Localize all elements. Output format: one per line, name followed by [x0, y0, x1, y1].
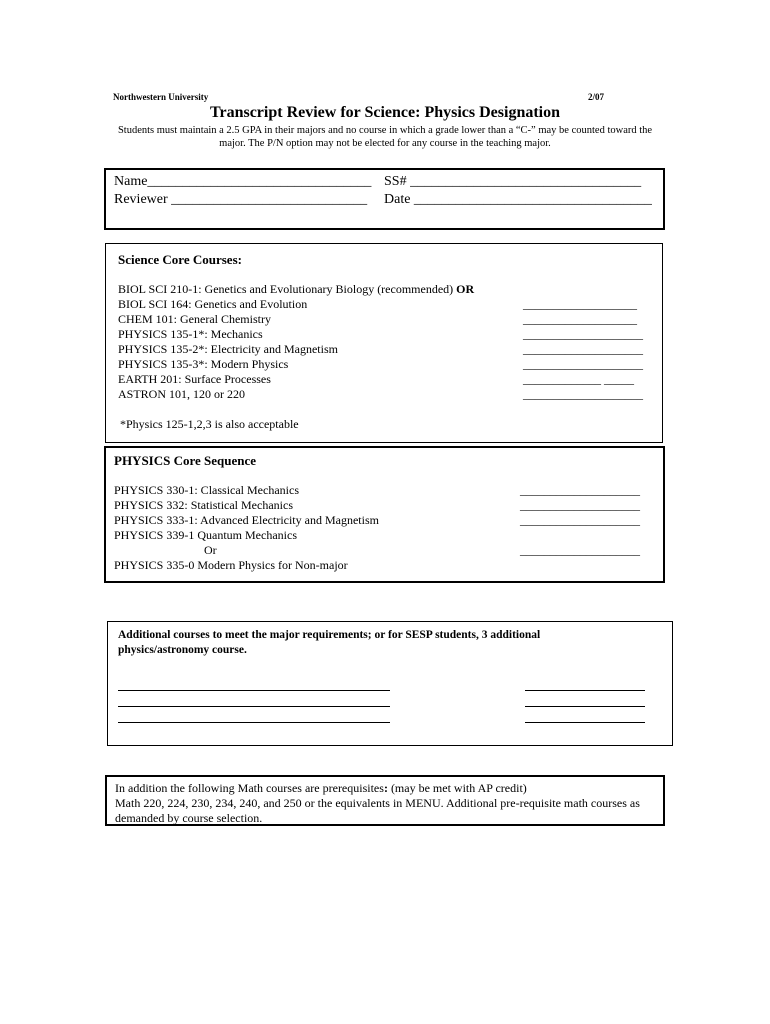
identity-box [104, 168, 665, 230]
list-item: BIOL SCI 210-1: Genetics and Evolutionary Biology (recommended) OR [118, 282, 475, 296]
additional-courses-box [107, 621, 673, 746]
blank-line[interactable]: _____________ _____ [523, 372, 634, 386]
ss-field[interactable]: SS# _________________________________ [384, 174, 642, 189]
physics-blank-lines [520, 483, 640, 573]
list-item: PHYSICS 335-0 Modern Physics for Non-major [114, 558, 348, 572]
course-entry-line[interactable] [118, 706, 390, 707]
list-item: PHYSICS 135-1*: Mechanics [118, 327, 263, 341]
blank-line[interactable]: ____________________ [520, 513, 640, 527]
blank-line[interactable]: ____________________ [523, 387, 643, 401]
physics-core-box [104, 446, 665, 583]
science-core-heading: Science Core Courses: [118, 252, 242, 267]
additional-courses-heading: Additional courses to meet the major requirements; or for SESP students, 3 additional physics/astronomy course. [118, 629, 541, 656]
list-item: PHYSICS 333-1: Advanced Electricity and Magnetism [114, 513, 379, 527]
physics-course-list [114, 483, 379, 573]
intro-text: Students must maintain a 2.5 GPA in their majors and no course in which a grade lower than a “C-” may be counted toward the major. The P/N option may not be elected for any course in the teaching major. [117, 125, 653, 149]
blank-line[interactable]: ____________________ [523, 342, 643, 356]
list-item: PHYSICS 332: Statistical Mechanics [114, 498, 293, 512]
list-item: BIOL SCI 164: Genetics and Evolution [118, 297, 308, 311]
list-item: PHYSICS 339-1 Quantum Mechanics [114, 528, 297, 542]
science-note: *Physics 125-1,2,3 is also acceptable [120, 417, 299, 431]
course-entry-line[interactable] [118, 690, 390, 691]
physics-core-heading: PHYSICS Core Sequence [114, 453, 257, 468]
list-item: ASTRON 101, 120 or 220 [118, 387, 246, 401]
grade-entry-line[interactable] [525, 706, 645, 707]
science-course-list [118, 282, 474, 402]
page-title: Transcript Review for Science: Physics Designation [209, 104, 561, 121]
name-field[interactable]: Name________________________________ [114, 174, 372, 189]
blank-line[interactable]: ____________________ [523, 327, 643, 341]
or-label: OR [456, 282, 475, 296]
grade-entry-line[interactable] [525, 722, 645, 723]
list-item: PHYSICS 330-1: Classical Mechanics [114, 483, 299, 497]
blank-line[interactable] [520, 558, 640, 573]
date-field[interactable]: Date __________________________________ [384, 192, 652, 207]
blank-line[interactable]: ___________________ [523, 312, 637, 326]
form-date-code: 2/07 [588, 92, 605, 102]
blank-line[interactable]: ____________________ [520, 498, 640, 512]
blank-line[interactable]: ____________________ [523, 357, 643, 371]
science-core-box [105, 243, 663, 443]
blank-line[interactable] [520, 528, 640, 543]
blank-line[interactable] [523, 282, 643, 297]
list-item: EARTH 201: Surface Processes [118, 372, 271, 386]
science-blank-lines [523, 282, 643, 402]
list-item: PHYSICS 135-3*: Modern Physics [118, 357, 289, 371]
math-prerequisites-text: In addition the following Math courses are prerequisites: (may be met with AP credit) Math 220, 224, 230, 234, 240, and 250 or the equivalents in MENU. Additional pre-requisite math courses as demanded by course selection. [115, 781, 640, 825]
institution-name: Northwestern University [113, 92, 209, 102]
math-prerequisites-box [105, 775, 665, 826]
math-course-list: Math 220, 224, 230, 234, 240, and 250 or the equivalents in MENU. Additional pre-requisite math courses as demanded by course selection. [115, 796, 640, 825]
list-item: CHEM 101: General Chemistry [118, 312, 271, 326]
course-entry-line[interactable] [118, 722, 390, 723]
or-separator: Or [204, 543, 217, 557]
blank-line[interactable]: ____________________ [520, 543, 640, 557]
grade-entry-line[interactable] [525, 690, 645, 691]
list-item: PHYSICS 135-2*: Electricity and Magnetism [118, 342, 338, 356]
blank-line[interactable]: ____________________ [520, 483, 640, 497]
reviewer-field[interactable]: Reviewer ____________________________ [114, 192, 368, 207]
blank-line[interactable]: ___________________ [523, 297, 637, 311]
